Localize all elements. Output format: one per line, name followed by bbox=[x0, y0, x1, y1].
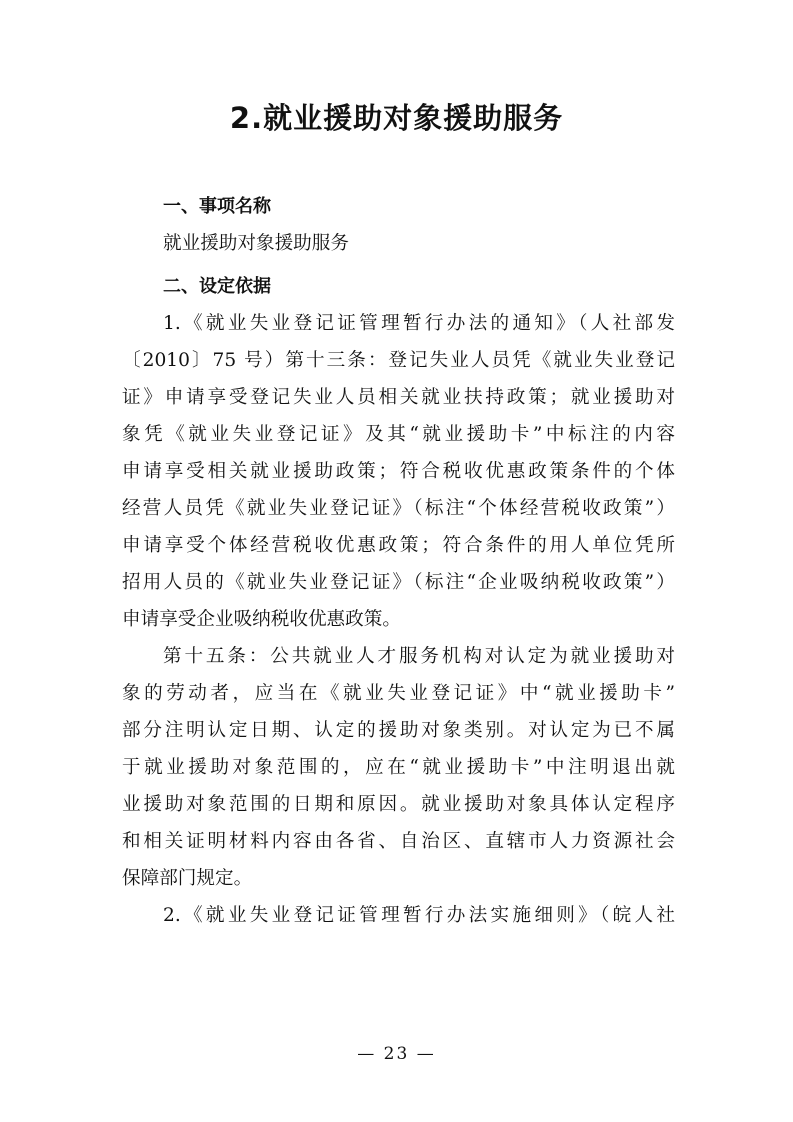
section-heading-item-name: 一、事项名称 bbox=[163, 196, 271, 217]
paragraph-line: 保障部门规定。 bbox=[122, 868, 253, 889]
paragraph-basis-1 bbox=[122, 305, 675, 638]
paragraph-line: 申请享受个体经营税收优惠政策；符合条件的用人单位凭所 bbox=[122, 535, 675, 556]
paragraph-line: 和相关证明材料内容由各省、自治区、直辖市人力资源社会 bbox=[122, 831, 675, 852]
paragraph-line: 证》申请享受登记失业人员相关就业扶持政策；就业援助对 bbox=[122, 387, 675, 408]
paragraph-line: 招用人员的《就业失业登记证》（标注“企业吸纳税收政策”） bbox=[122, 572, 675, 593]
paragraph-line: 1.《就业失业登记证管理暂行办法的通知》（人社部发 bbox=[163, 313, 675, 334]
document-title: 2.就业援助对象援助服务 bbox=[229, 101, 564, 135]
paragraph-line: 经营人员凭《就业失业登记证》（标注“个体经营税收政策”） bbox=[122, 498, 675, 519]
paragraph-line: 象凭《就业失业登记证》及其“就业援助卡”中标注的内容 bbox=[122, 424, 675, 445]
document-body bbox=[122, 188, 675, 934]
page-number: — 23 — bbox=[357, 1044, 436, 1064]
paragraph-line: 〔2010〕75 号）第十三条：登记失业人员凭《就业失业登记 bbox=[122, 350, 675, 371]
paragraph-line: 于就业援助对象范围的，应在“就业援助卡”中注明退出就 bbox=[122, 757, 675, 778]
paragraph-line: 象的劳动者，应当在《就业失业登记证》中“就业援助卡” bbox=[122, 683, 675, 704]
paragraph-line: 申请享受企业吸纳税收优惠政策。 bbox=[122, 609, 401, 630]
paragraph-line: 申请享受相关就业援助政策；符合税收优惠政策条件的个体 bbox=[122, 461, 675, 482]
section-heading-legal-basis: 二、设定依据 bbox=[163, 276, 271, 297]
paragraph-article-15 bbox=[122, 638, 675, 897]
paragraph-line: 第十五条：公共就业人才服务机构对认定为就业援助对 bbox=[163, 646, 675, 667]
paragraph-line: 部分注明认定日期、认定的援助对象类别。对认定为已不属 bbox=[122, 720, 675, 741]
paragraph-basis-2 bbox=[122, 897, 675, 934]
paragraph-line: 2.《就业失业登记证管理暂行办法实施细则》（皖人社 bbox=[163, 905, 675, 926]
item-name-value: 就业援助对象援助服务 bbox=[163, 233, 349, 254]
paragraph-line: 业援助对象范围的日期和原因。就业援助对象具体认定程序 bbox=[122, 794, 675, 815]
